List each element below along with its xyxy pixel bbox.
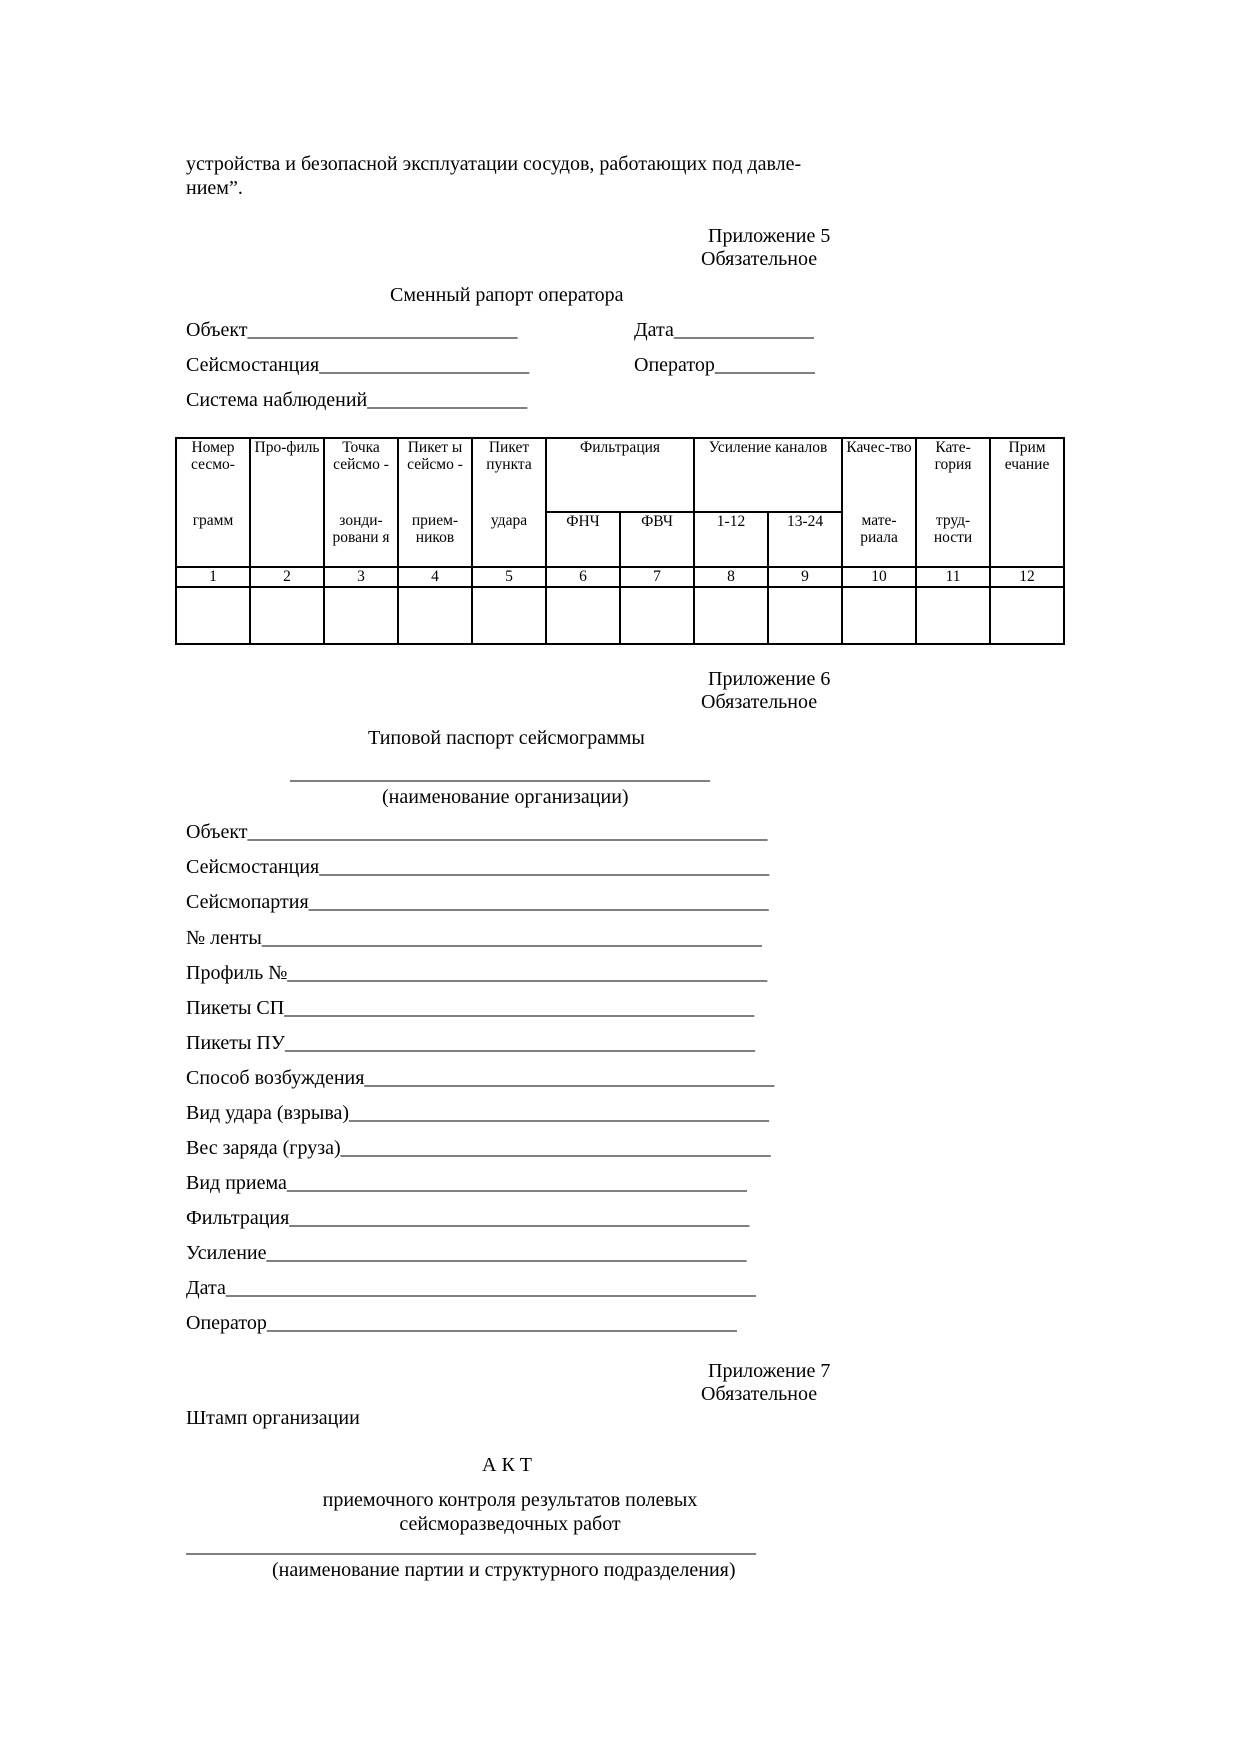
header-filtration: Фильтрация (546, 438, 694, 512)
field-operator: Оператор__________ (634, 354, 815, 376)
header-quality: Качес-тво (842, 438, 916, 512)
empty-cell (842, 587, 916, 644)
header-gain-1-12: 1-12 (694, 512, 768, 567)
passport-field-filtration: Фильтрация______________________________________________ (186, 1207, 750, 1229)
empty-cell (176, 587, 250, 644)
act-subtitle-line-2: сейсморазведочных работ (399, 1513, 621, 1535)
intro-line-2: нием”. (186, 177, 243, 199)
intro-line-1: устройства и безопасной эксплуатации сосудов, работающих под давле- (186, 153, 802, 175)
header-sounding-point: Точка сейсмо - (324, 438, 398, 512)
appendix6-status: Обязательное (701, 691, 818, 713)
column-number: 4 (398, 567, 472, 587)
organization-caption: (наименование организации) (382, 786, 629, 808)
header-shot-picket: Пикет пункта (472, 438, 546, 512)
act-party-caption: (наименование партии и структурного подразделения) (272, 1559, 736, 1581)
passport-field-shot-type: Вид удара (взрыва)__________________________________________ (186, 1102, 770, 1124)
passport-field-reception-type: Вид приема______________________________________________ (186, 1172, 747, 1194)
passport-field-profile-number: Профиль №________________________________________________ (186, 962, 768, 984)
header-sounding-point-cont: зонди-ровани я (324, 512, 398, 567)
passport-field-date: Дата_____________________________________________________ (186, 1277, 756, 1299)
header-gain-13-24: 13-24 (768, 512, 842, 567)
header-quality-cont: мате-риала (842, 512, 916, 567)
passport-field-gain: Усиление________________________________________________ (186, 1242, 747, 1264)
passport-field-charge-weight: Вес заряда (груза)___________________________________________ (186, 1137, 771, 1159)
appendix5-label: Приложение 5 (708, 225, 831, 247)
header-receiver-pickets-cont: прием-ников (398, 512, 472, 567)
act-party-line: _________________________________________________________ (186, 1535, 756, 1557)
organization-stamp-label: Штамп организации (186, 1407, 360, 1429)
passport-field-station: Сейсмостанция_____________________________________________ (186, 856, 770, 878)
header-receiver-pickets: Пикет ы сейсмо - (398, 438, 472, 512)
header-note-cont (990, 512, 1064, 567)
empty-cell (694, 587, 768, 644)
empty-cell (990, 587, 1064, 644)
empty-cell (916, 587, 990, 644)
header-note: Прим ечание (990, 438, 1064, 512)
column-number: 5 (472, 567, 546, 587)
column-number: 7 (620, 567, 694, 587)
header-fvch: ФВЧ (620, 512, 694, 567)
empty-cell (620, 587, 694, 644)
field-observation-system: Система наблюдений________________ (186, 389, 528, 411)
passport-field-tape-number: № ленты__________________________________________________ (186, 927, 762, 949)
header-profile: Про-филь (250, 438, 324, 512)
passport-field-operator: Оператор_______________________________________________ (186, 1312, 737, 1334)
passport-field-object: Объект____________________________________________________ (186, 821, 768, 843)
column-number: 8 (694, 567, 768, 587)
field-object: Объект___________________________ (186, 319, 518, 341)
header-category: Кате-гория (916, 438, 990, 512)
column-number: 6 (546, 567, 620, 587)
appendix5-status: Обязательное (701, 248, 818, 270)
header-shot-picket-cont: удара (472, 512, 546, 567)
empty-cell (398, 587, 472, 644)
empty-cell (324, 587, 398, 644)
column-number: 11 (916, 567, 990, 587)
appendix5-title: Сменный рапорт оператора (390, 284, 624, 306)
column-number: 10 (842, 567, 916, 587)
operator-report-table (175, 437, 1065, 645)
header-fnch: ФНЧ (546, 512, 620, 567)
column-number: 9 (768, 567, 842, 587)
empty-cell (472, 587, 546, 644)
appendix7-status: Обязательное (701, 1383, 818, 1405)
act-title: А К Т (482, 1454, 532, 1476)
column-number: 1 (176, 567, 250, 587)
appendix6-title: Типовой паспорт сейсмограммы (368, 727, 645, 749)
organization-line: __________________________________________ (290, 762, 710, 784)
passport-field-sp-pickets: Пикеты СП_______________________________________________ (186, 997, 755, 1019)
header-profile-cont (250, 512, 324, 567)
header-channel-gain: Усиление каналов (694, 438, 842, 512)
empty-cell (768, 587, 842, 644)
empty-cell (546, 587, 620, 644)
act-subtitle-line-1: приемочного контроля результатов полевых (322, 1489, 698, 1511)
header-seismogram-number-cont: грамм (176, 512, 250, 567)
passport-field-party: Сейсмопартия______________________________________________ (186, 891, 769, 913)
field-date: Дата______________ (634, 319, 814, 341)
appendix7-label: Приложение 7 (708, 1360, 831, 1382)
empty-cell (250, 587, 324, 644)
passport-field-excitation-method: Способ возбуждения_________________________________________ (186, 1067, 775, 1089)
column-number: 3 (324, 567, 398, 587)
field-station: Сейсмостанция_____________________ (186, 354, 530, 376)
column-number: 12 (990, 567, 1064, 587)
column-number: 2 (250, 567, 324, 587)
passport-field-pu-pickets: Пикеты ПУ_______________________________________________ (186, 1032, 756, 1054)
appendix6-label: Приложение 6 (708, 668, 831, 690)
header-seismogram-number: Номер сесмо- (176, 438, 250, 512)
header-category-cont: труд-ности (916, 512, 990, 567)
